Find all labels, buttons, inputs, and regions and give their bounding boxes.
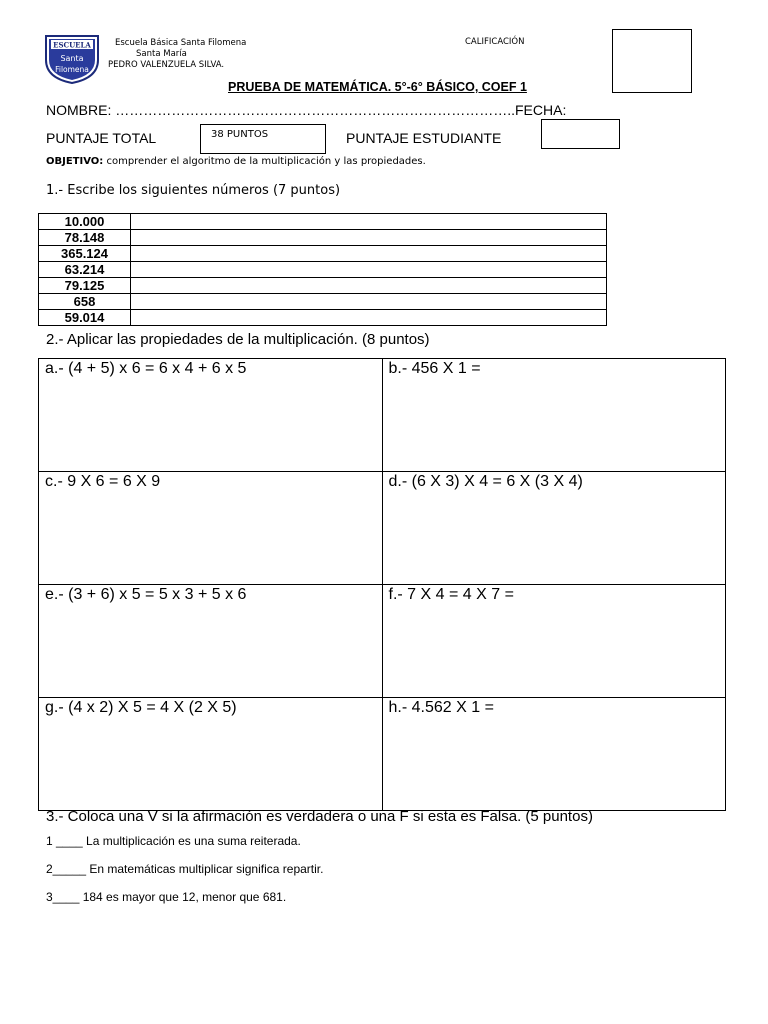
answer-cell[interactable] <box>131 278 607 294</box>
school-name: Escuela Básica Santa Filomena <box>115 38 247 48</box>
property-cell-d[interactable]: d.- (6 X 3) X 4 = 6 X (3 X 4) <box>382 472 726 585</box>
table-row <box>39 310 607 326</box>
student-score-label: PUNTAJE ESTUDIANTE <box>346 130 502 146</box>
number-cell: 10.000 <box>39 214 131 230</box>
question-2-prompt: 2.- Aplicar las propiedades de la multiplicación. (8 puntos) <box>46 331 430 348</box>
answer-cell[interactable] <box>131 230 607 246</box>
school-city: Santa María <box>136 49 187 59</box>
table-row <box>39 472 726 585</box>
objective-label: OBJETIVO: <box>46 156 104 167</box>
table-row <box>39 246 607 262</box>
school-logo <box>44 34 100 84</box>
question-3-prompt: 3.- Coloca una V si la afirmación es verdadera o una F si esta es Falsa. (5 puntos) <box>46 808 593 825</box>
numbers-table <box>38 213 607 326</box>
svg-text:Filomena: Filomena <box>55 65 89 74</box>
property-cell-e[interactable]: e.- (3 + 6) x 5 = 5 x 3 + 5 x 6 <box>39 585 383 698</box>
table-row <box>39 278 607 294</box>
test-title: PRUEBA DE MATEMÁTICA. 5°-6° BÁSICO, COEF 1 <box>228 80 527 94</box>
answer-cell[interactable] <box>131 246 607 262</box>
number-cell: 79.125 <box>39 278 131 294</box>
number-cell: 78.148 <box>39 230 131 246</box>
table-row <box>39 294 607 310</box>
property-cell-a[interactable]: a.- (4 + 5) x 6 = 6 x 4 + 6 x 5 <box>39 359 383 472</box>
property-cell-c[interactable]: c.- 9 X 6 = 6 X 9 <box>39 472 383 585</box>
number-cell: 63.214 <box>39 262 131 278</box>
table-row <box>39 698 726 811</box>
total-score-box <box>200 124 326 154</box>
number-cell: 658 <box>39 294 131 310</box>
answer-cell[interactable] <box>131 262 607 278</box>
objective <box>46 156 426 167</box>
property-cell-b[interactable]: b.- 456 X 1 = <box>382 359 726 472</box>
number-cell: 59.014 <box>39 310 131 326</box>
total-score-value: 38 PUNTOS <box>211 129 269 140</box>
true-false-item-2[interactable]: 2_____ En matemáticas multiplicar significa repartir. <box>46 862 324 876</box>
objective-text: comprender el algoritmo de la multiplicación y las propiedades. <box>103 156 426 167</box>
true-false-item-3[interactable]: 3____ 184 es mayor que 12, menor que 681. <box>46 890 287 904</box>
grade-box <box>612 29 692 93</box>
true-false-item-1[interactable]: 1 ____ La multiplicación es una suma reiterada. <box>46 834 301 848</box>
table-row <box>39 359 726 472</box>
properties-table <box>38 358 726 811</box>
svg-text:Santa: Santa <box>60 54 84 63</box>
table-row <box>39 585 726 698</box>
answer-cell[interactable] <box>131 294 607 310</box>
name-date-line: NOMBRE: …………………………………………………………………………..FECHA: <box>46 102 567 118</box>
answer-cell[interactable] <box>131 214 607 230</box>
svg-text:ESCUELA: ESCUELA <box>53 40 91 50</box>
property-cell-h[interactable]: h.- 4.562 X 1 = <box>382 698 726 811</box>
student-score-box <box>541 119 620 149</box>
grade-label: CALIFICACIÓN <box>465 37 525 47</box>
answer-cell[interactable] <box>131 310 607 326</box>
number-cell: 365.124 <box>39 246 131 262</box>
table-row <box>39 262 607 278</box>
question-1-prompt: 1.- Escribe los siguientes números (7 puntos) <box>46 183 341 198</box>
total-score-label: PUNTAJE TOTAL <box>46 130 157 146</box>
property-cell-g[interactable]: g.- (4 x 2) X 5 = 4 X (2 X 5) <box>39 698 383 811</box>
property-cell-f[interactable]: f.- 7 X 4 = 4 X 7 = <box>382 585 726 698</box>
table-row <box>39 230 607 246</box>
teacher-name: PEDRO VALENZUELA SILVA. <box>108 60 225 70</box>
table-row <box>39 214 607 230</box>
